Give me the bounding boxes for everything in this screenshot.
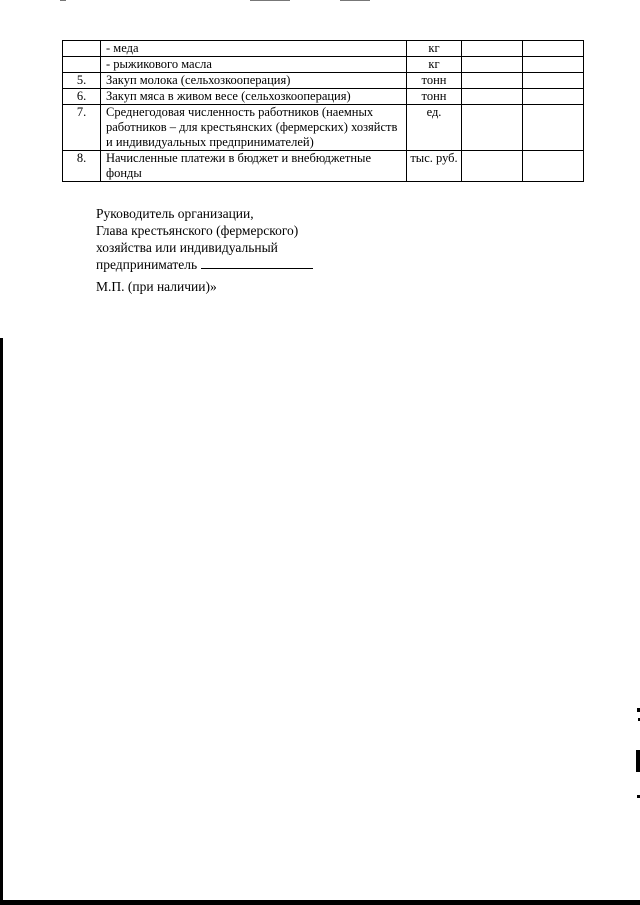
value-cell — [462, 105, 523, 151]
table-row — [63, 41, 584, 57]
value-cell — [523, 41, 584, 57]
row-number: 8. — [63, 151, 101, 182]
unit-cell: тонн — [407, 89, 462, 105]
row-number: 7. — [63, 105, 101, 151]
value-cell — [462, 57, 523, 73]
indicator-name: - рыжикового масла — [101, 57, 407, 73]
scan-artifact-left — [0, 338, 3, 905]
value-cell — [462, 151, 523, 182]
unit-cell: кг — [407, 57, 462, 73]
indicator-name: Среднегодовая численность работников (наемных работников – для крестьянских (фермерских) хозяйств и индивидуальных предпринимателей) — [101, 105, 407, 151]
value-cell — [462, 41, 523, 57]
signature-line-2: Глава крестьянского (фермерского) — [96, 223, 299, 238]
value-cell — [523, 151, 584, 182]
value-cell — [523, 89, 584, 105]
value-cell — [462, 73, 523, 89]
value-cell — [523, 73, 584, 89]
signatory-label: предприниматель — [96, 257, 198, 272]
indicators-table — [62, 40, 584, 182]
table-row — [63, 73, 584, 89]
value-cell — [523, 105, 584, 151]
table-row — [63, 57, 584, 73]
signature-block — [96, 205, 313, 273]
unit-cell: ед. — [407, 105, 462, 151]
row-number: 5. — [63, 73, 101, 89]
indicator-name: Закуп мяса в живом весе (сельхозкооперация) — [101, 89, 407, 105]
value-cell — [462, 89, 523, 105]
scan-artifact-bottom — [0, 900, 640, 905]
indicator-name: Начисленные платежи в бюджет и внебюджетные фонды — [101, 151, 407, 182]
stamp-note: М.П. (при наличии)» — [96, 279, 217, 294]
signature-line-3: хозяйства или индивидуальный — [96, 240, 278, 255]
row-number — [63, 41, 101, 57]
indicator-name: - меда — [101, 41, 407, 57]
table-row — [63, 151, 584, 182]
table-row — [63, 89, 584, 105]
unit-cell: тыс. руб. — [407, 151, 462, 182]
scan-artifact-right — [632, 700, 640, 810]
row-number — [63, 57, 101, 73]
row-number: 6. — [63, 89, 101, 105]
indicator-name: Закуп молока (сельхозкооперация) — [101, 73, 407, 89]
signature-line-1: Руководитель организации, — [96, 206, 254, 221]
unit-cell: тонн — [407, 73, 462, 89]
unit-cell: кг — [407, 41, 462, 57]
value-cell — [523, 57, 584, 73]
signature-line-4 — [96, 256, 313, 273]
table-row — [63, 105, 584, 151]
scan-artifact-top — [60, 0, 580, 2]
signature-field[interactable] — [201, 256, 313, 269]
